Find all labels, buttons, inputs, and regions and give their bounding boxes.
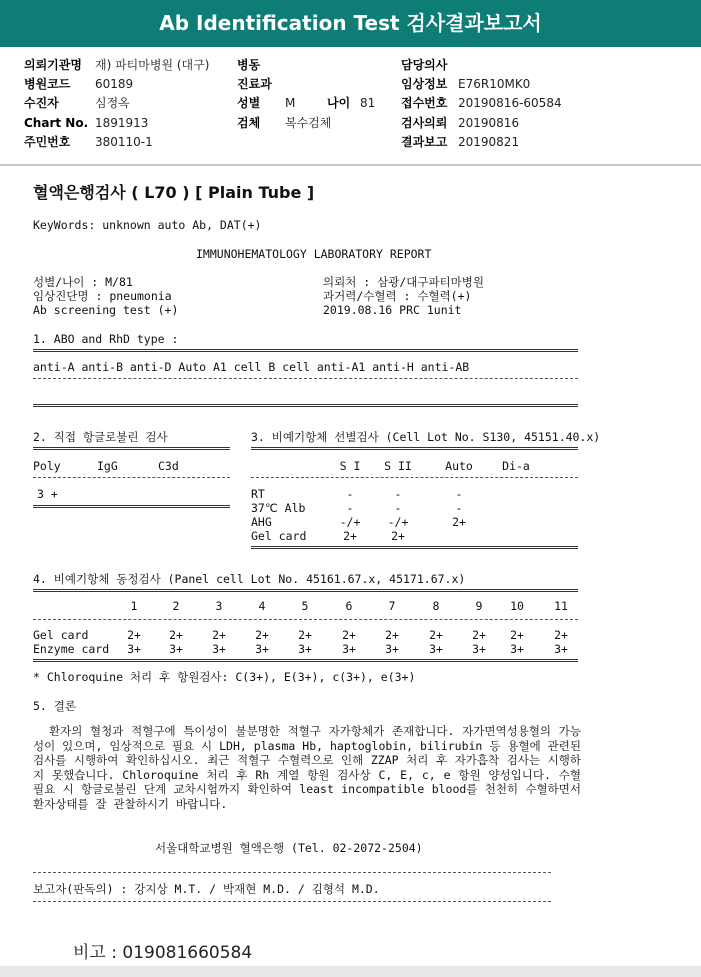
reporter-top-rule [33, 872, 551, 873]
panel-cell: 2+ [554, 628, 568, 642]
panel-col-header: 10 [510, 599, 524, 613]
panel-row-gel-name: Gel card [33, 628, 89, 642]
screen-bottom-rule [251, 546, 578, 549]
screen-ahg-s1: -/+ [339, 515, 361, 529]
panel-cell: 3+ [298, 642, 312, 656]
abo-bottom-rule [33, 404, 578, 407]
hospital-code-value: 60189 [95, 77, 134, 91]
footer-note: 비고 : 019081660584 [73, 943, 253, 963]
info-requester: 의뢰처 : 삼광/대구파티마병원 [323, 275, 485, 289]
dat-top-rule [33, 447, 230, 450]
panel-cell: 3+ [255, 642, 269, 656]
panel-col-header: 11 [554, 599, 568, 613]
ward-label: 병동 [237, 58, 261, 72]
conclusion-text [33, 724, 581, 812]
panel-cell: 3+ [554, 642, 568, 656]
panel-col-header: 2 [172, 599, 180, 613]
screen-phase-rt: RT [251, 487, 265, 501]
panel-row-enzyme-name: Enzyme card [33, 642, 110, 656]
dat-value-poly: 3 + [37, 487, 58, 501]
request-date-label: 검사의뢰 [401, 116, 448, 130]
receipt-no-value: 20190816-60584 [458, 96, 562, 110]
dat-header-igg: IgG [97, 459, 118, 473]
conclusion-title: 5. 결론 [33, 699, 76, 713]
screen-header-auto: Auto [445, 459, 473, 473]
keywords: KeyWords: unknown auto Ab, DAT(+) [33, 218, 262, 232]
abo-mid-rule [33, 378, 578, 379]
request-date-value: 20190816 [458, 116, 520, 130]
panel-cell: 3+ [127, 642, 141, 656]
clinical-info-label: 임상정보 [401, 77, 448, 91]
panel-cell: 3+ [169, 642, 183, 656]
info-transfusion: 2019.08.16 PRC 1unit [323, 303, 462, 317]
report-date-value: 20190821 [458, 135, 520, 149]
chart-no-value: 1891913 [95, 116, 149, 130]
panel-cell: 2+ [255, 628, 269, 642]
specimen-value: 복수검체 [285, 116, 332, 130]
report-date-label: 결과보고 [401, 135, 448, 149]
panel-cell: 3+ [212, 642, 226, 656]
screen-header-s2: S II [384, 459, 412, 473]
screen-rt-s2: - [394, 487, 402, 501]
panel-cell: 3+ [510, 642, 524, 656]
dat-bottom-rule [33, 505, 230, 508]
abo-top-rule [33, 349, 578, 352]
resident-no-label: 주민번호 [24, 135, 71, 149]
doctor-label: 담당의사 [401, 58, 448, 72]
panel-cell: 3+ [429, 642, 443, 656]
lab-report-title: IMMUNOHEMATOLOGY LABORATORY REPORT [196, 247, 432, 261]
hospital-line: 서울대학교병원 혈액은행 (Tel. 02-2072-2504) [155, 841, 423, 855]
info-sex-age: 성별/나이 : M/81 [33, 275, 133, 289]
sex-label: 성별 [237, 96, 261, 110]
abo-title: 1. ABO and RhD type : [33, 332, 179, 346]
info-history: 과거력/수혈력 : 수혈력(+) [323, 289, 472, 303]
screen-rt-s1: - [346, 487, 354, 501]
panel-cell: 2+ [510, 628, 524, 642]
screen-mid-rule [251, 477, 578, 478]
panel-col-header: 1 [130, 599, 138, 613]
screen-ahg-s2: -/+ [387, 515, 409, 529]
panel-cell: 2+ [169, 628, 183, 642]
patient-label: 수진자 [24, 96, 59, 110]
department-label: 진료과 [237, 77, 272, 91]
info-diagnosis: 임상진단명 : pneumonia [33, 289, 172, 303]
screen-phase-gel: Gel card [251, 529, 307, 543]
screen-ahg-auto: 2+ [452, 515, 466, 529]
conclusion-body: 환자의 혈청과 적혈구에 특이성이 불분명한 적혈구 자가항체가 존재합니다. 자가면역성용혈의 가능성이 있으며, 임상적으로 필요 시 LDH, plasma Hb, haptoglobin, bilirubin 등 용혈에 관련된 검사를 시행하여 확인하십시오. 최근 적혈구 수혈력으로 인해 ZZAP 처리 후 자가흡착 검사는 시행하지 못했습니다. Chloroquine 처리 후 Rh 계열 항원 검사상 C, E, c, e 항원 양성입니다. 수혈 필요 시 항글로불린 단계 교차시험까지 확인하여 least incompatible blood를 천천히 수혈하면서 환자상태를 잘 관찰하시기 바랍니다. [33, 724, 581, 811]
panel-cell: 3+ [472, 642, 486, 656]
institution-label: 의뢰기관명 [24, 58, 82, 72]
panel-cell: 2+ [212, 628, 226, 642]
receipt-no-label: 접수번호 [401, 96, 448, 110]
panel-title: 4. 비예기항체 동정검사 (Panel cell Lot No. 45161.67.x, 45171.67.x) [33, 572, 466, 586]
report-title-bar [0, 0, 701, 47]
patient-value: 심정옥 [95, 96, 130, 110]
screen-37-s2: - [394, 501, 402, 515]
dat-header-c3d: C3d [158, 459, 179, 473]
panel-cell: 2+ [127, 628, 141, 642]
panel-bottom-rule [33, 659, 578, 662]
panel-col-header: 9 [475, 599, 483, 613]
panel-cell: 3+ [342, 642, 356, 656]
age-value: 81 [360, 96, 376, 110]
abo-headers: anti-A anti-B anti-D Auto A1 cell B cell anti-A1 anti-H anti-AB [33, 360, 470, 374]
panel-col-header: 6 [345, 599, 353, 613]
screen-header-s1: S I [339, 459, 361, 473]
panel-top-rule [33, 589, 578, 592]
panel-col-header: 7 [388, 599, 396, 613]
screen-rt-auto: - [455, 487, 463, 501]
institution-value: 재) 파티마병원 (대구) [95, 58, 210, 72]
panel-cell: 3+ [385, 642, 399, 656]
screen-37-s1: - [346, 501, 354, 515]
panel-col-header: 5 [301, 599, 309, 613]
dat-mid-rule [33, 477, 230, 478]
dat-header-poly: Poly [33, 459, 61, 473]
panel-cell: 2+ [385, 628, 399, 642]
panel-cell: 2+ [298, 628, 312, 642]
reporter-bottom-rule [33, 901, 551, 902]
panel-cell: 2+ [342, 628, 356, 642]
report-title: Ab Identification Test 검사결과보고서 [159, 11, 542, 35]
chart-no-label: Chart No. [24, 116, 89, 130]
clinical-info-value: E76R10MK0 [458, 77, 531, 91]
info-screening: Ab screening test (+) [33, 303, 179, 317]
hospital-code-label: 병원코드 [24, 77, 71, 91]
screen-gel-s1: 2+ [343, 529, 357, 543]
resident-no-value: 380110-1 [95, 135, 153, 149]
age-label: 나이 [327, 96, 351, 110]
bottom-strip [0, 966, 701, 977]
screen-gel-s2: 2+ [391, 529, 405, 543]
screen-phase-37: 37℃ Alb [251, 501, 306, 515]
reporter-line: 보고자(판독의) : 강지상 M.T. / 박재현 M.D. / 김형석 M.D. [33, 882, 380, 896]
panel-col-header: 4 [258, 599, 266, 613]
sex-value: M [285, 96, 296, 110]
screen-top-rule [251, 447, 578, 450]
specimen-label: 검체 [237, 116, 261, 130]
screen-title: 3. 비예기항체 선별검사 (Cell Lot No. S130, 45151.40.x) [251, 430, 601, 444]
panel-cell: 2+ [429, 628, 443, 642]
screen-phase-ahg: AHG [251, 515, 272, 529]
screen-header-dia: Di-a [502, 459, 530, 473]
panel-mid-rule [33, 619, 578, 620]
test-title: 혈액은행검사 ( L70 ) [ Plain Tube ] [33, 183, 315, 202]
panel-cell: 2+ [472, 628, 486, 642]
dat-title: 2. 직접 항글로불린 검사 [33, 430, 168, 444]
panel-col-header: 3 [215, 599, 223, 613]
screen-37-auto: - [455, 501, 463, 515]
chloroquine-note: * Chloroquine 처리 후 항원검사: C(3+), E(3+), c(3+), e(3+) [33, 670, 416, 684]
panel-col-header: 8 [432, 599, 440, 613]
